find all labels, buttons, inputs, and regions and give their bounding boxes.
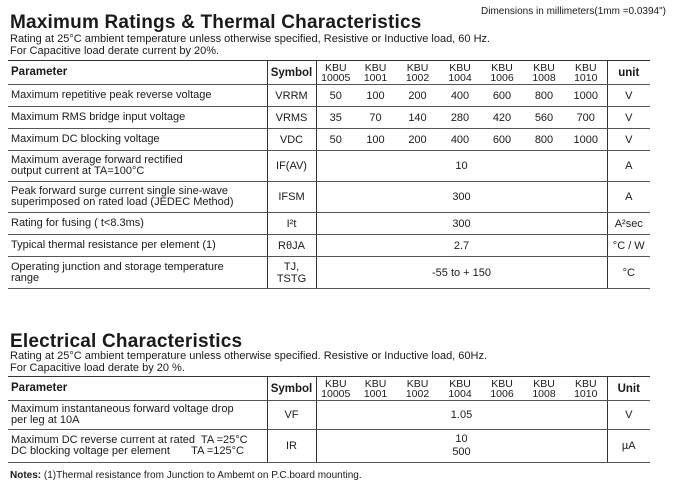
parameter-cell: Maximum instantaneous forward voltage drop per leg at 10A: [8, 401, 267, 430]
unit-cell: A²sec: [607, 213, 650, 235]
symbol-header: Symbol: [267, 377, 316, 401]
value-cell: 1.05: [316, 401, 607, 430]
electrical-header-row: [8, 377, 650, 401]
notes-text: (1)Thermal resistance from Junction to Ambemt on P.C.board mounting.: [41, 470, 362, 481]
table-row: [8, 213, 650, 235]
electrical-note: [10, 350, 487, 374]
value-cell: 600: [481, 129, 523, 151]
ratings-table: [8, 60, 650, 289]
model-header: KBU 1008: [523, 61, 565, 85]
parameter-cell: Maximum DC blocking voltage: [8, 129, 267, 151]
model-header: KBU 1008: [523, 377, 565, 401]
table-row: [8, 430, 650, 463]
model-header: KBU 10005: [316, 377, 355, 401]
unit-cell: V: [607, 129, 650, 151]
electrical-table: [8, 376, 650, 463]
parameter-header: Parameter: [8, 61, 267, 85]
value-cell: 420: [481, 107, 523, 129]
symbol-cell: I²t: [267, 213, 316, 235]
model-header: KBU 1001: [355, 377, 396, 401]
parameter-cell: Maximum RMS bridge input voltage: [8, 107, 267, 129]
ratings-note: [10, 33, 490, 57]
ratings-note-line: Rating at 25°C ambient temperature unless otherwise specified, Resistive or Inductive load, 60 Hz.: [10, 33, 491, 45]
symbol-cell: RθJA: [267, 235, 316, 257]
value-cell: 10: [316, 151, 607, 182]
model-header: KBU 10005: [316, 61, 355, 85]
parameter-cell: Typical thermal resistance per element (1): [8, 235, 267, 257]
model-header: KBU 1002: [396, 377, 439, 401]
table-row: [8, 235, 650, 257]
model-header: KBU 1001: [355, 61, 396, 85]
electrical-note-line: For Capacitive load derate by 20 %.: [10, 362, 185, 374]
model-header: KBU 1004: [439, 61, 481, 85]
value-cell: 560: [523, 107, 565, 129]
table-row: [8, 85, 650, 107]
unit-cell: V: [607, 85, 650, 107]
notes-label: Notes:: [10, 470, 42, 481]
model-header: KBU 1010: [565, 377, 607, 401]
value-cell: 280: [439, 107, 481, 129]
parameter-header: Parameter: [8, 377, 267, 401]
electrical-note-line: Rating at 25°C ambient temperature unless otherwise specified. Resistive or Inductive load, 60Hz.: [10, 350, 488, 362]
value-cell: 300: [316, 182, 607, 213]
value-cell: 400: [439, 129, 481, 151]
value-cell: 50: [316, 85, 355, 107]
unit-header: Unit: [607, 377, 650, 401]
unit-cell: A: [607, 151, 650, 182]
model-header: KBU 1010: [565, 61, 607, 85]
unit-cell: V: [607, 401, 650, 430]
footnote: [10, 470, 362, 481]
symbol-cell: VRMS: [267, 107, 316, 129]
unit-cell: °C / W: [607, 235, 650, 257]
symbol-cell: VRRM: [267, 85, 316, 107]
symbol-cell: IR: [267, 430, 316, 463]
value-cell: 35: [316, 107, 355, 129]
value-cell: 10 500: [316, 430, 607, 463]
value-cell: 70: [355, 107, 396, 129]
table-row: [8, 129, 650, 151]
ratings-header-row: [8, 61, 650, 85]
value-cell: 2.7: [316, 235, 607, 257]
value-cell: 800: [523, 129, 565, 151]
value-cell: -55 to + 150: [316, 257, 607, 289]
table-row: [8, 182, 650, 213]
model-header: KBU 1002: [396, 61, 439, 85]
value-cell: 100: [355, 85, 396, 107]
value-cell: 600: [481, 85, 523, 107]
symbol-cell: VDC: [267, 129, 316, 151]
parameter-cell: Maximum repetitive peak reverse voltage: [8, 85, 267, 107]
model-header: KBU 1006: [481, 61, 523, 85]
value-cell: 700: [565, 107, 607, 129]
parameter-cell: Maximum DC reverse current at rated TA =25°C DC blocking voltage per element TA =125°C: [8, 430, 267, 463]
value-cell: 800: [523, 85, 565, 107]
symbol-cell: IF(AV): [267, 151, 316, 182]
model-header: KBU 1006: [481, 377, 523, 401]
symbol-cell: VF: [267, 401, 316, 430]
table-row: [8, 107, 650, 129]
value-cell: 1000: [565, 129, 607, 151]
value-cell: 1000: [565, 85, 607, 107]
dimensions-note: Dimensions in millimeters(1mm =0.0394"): [481, 6, 666, 17]
unit-cell: µA: [607, 430, 650, 463]
table-row: [8, 401, 650, 430]
parameter-cell: Operating junction and storage temperature range: [8, 257, 267, 289]
value-cell: 50: [316, 129, 355, 151]
unit-header: unit: [607, 61, 650, 85]
model-header: KBU 1004: [439, 377, 481, 401]
value-cell: 200: [396, 129, 439, 151]
unit-cell: A: [607, 182, 650, 213]
unit-cell: °C: [607, 257, 650, 289]
symbol-cell: TJ, TSTG: [267, 257, 316, 289]
ratings-title: Maximum Ratings & Thermal Characteristics: [10, 12, 422, 33]
value-cell: 300: [316, 213, 607, 235]
value-cell: 200: [396, 85, 439, 107]
table-row: [8, 257, 650, 289]
parameter-cell: Rating for fusing ( t<8.3ms): [8, 213, 267, 235]
table-row: [8, 151, 650, 182]
electrical-title: Electrical Characteristics: [10, 331, 243, 352]
parameter-cell: Maximum average forward rectified output current at TA=100°C: [8, 151, 267, 182]
value-cell: 140: [396, 107, 439, 129]
ratings-note-line: For Capacitive load derate current by 20%.: [10, 45, 220, 57]
value-cell: 400: [439, 85, 481, 107]
value-cell: 100: [355, 129, 396, 151]
parameter-cell: Peak forward surge current single sine-wave superimposed on rated load (JEDEC Method): [8, 182, 267, 213]
symbol-cell: IFSM: [267, 182, 316, 213]
symbol-header: Symbol: [267, 61, 316, 85]
unit-cell: V: [607, 107, 650, 129]
